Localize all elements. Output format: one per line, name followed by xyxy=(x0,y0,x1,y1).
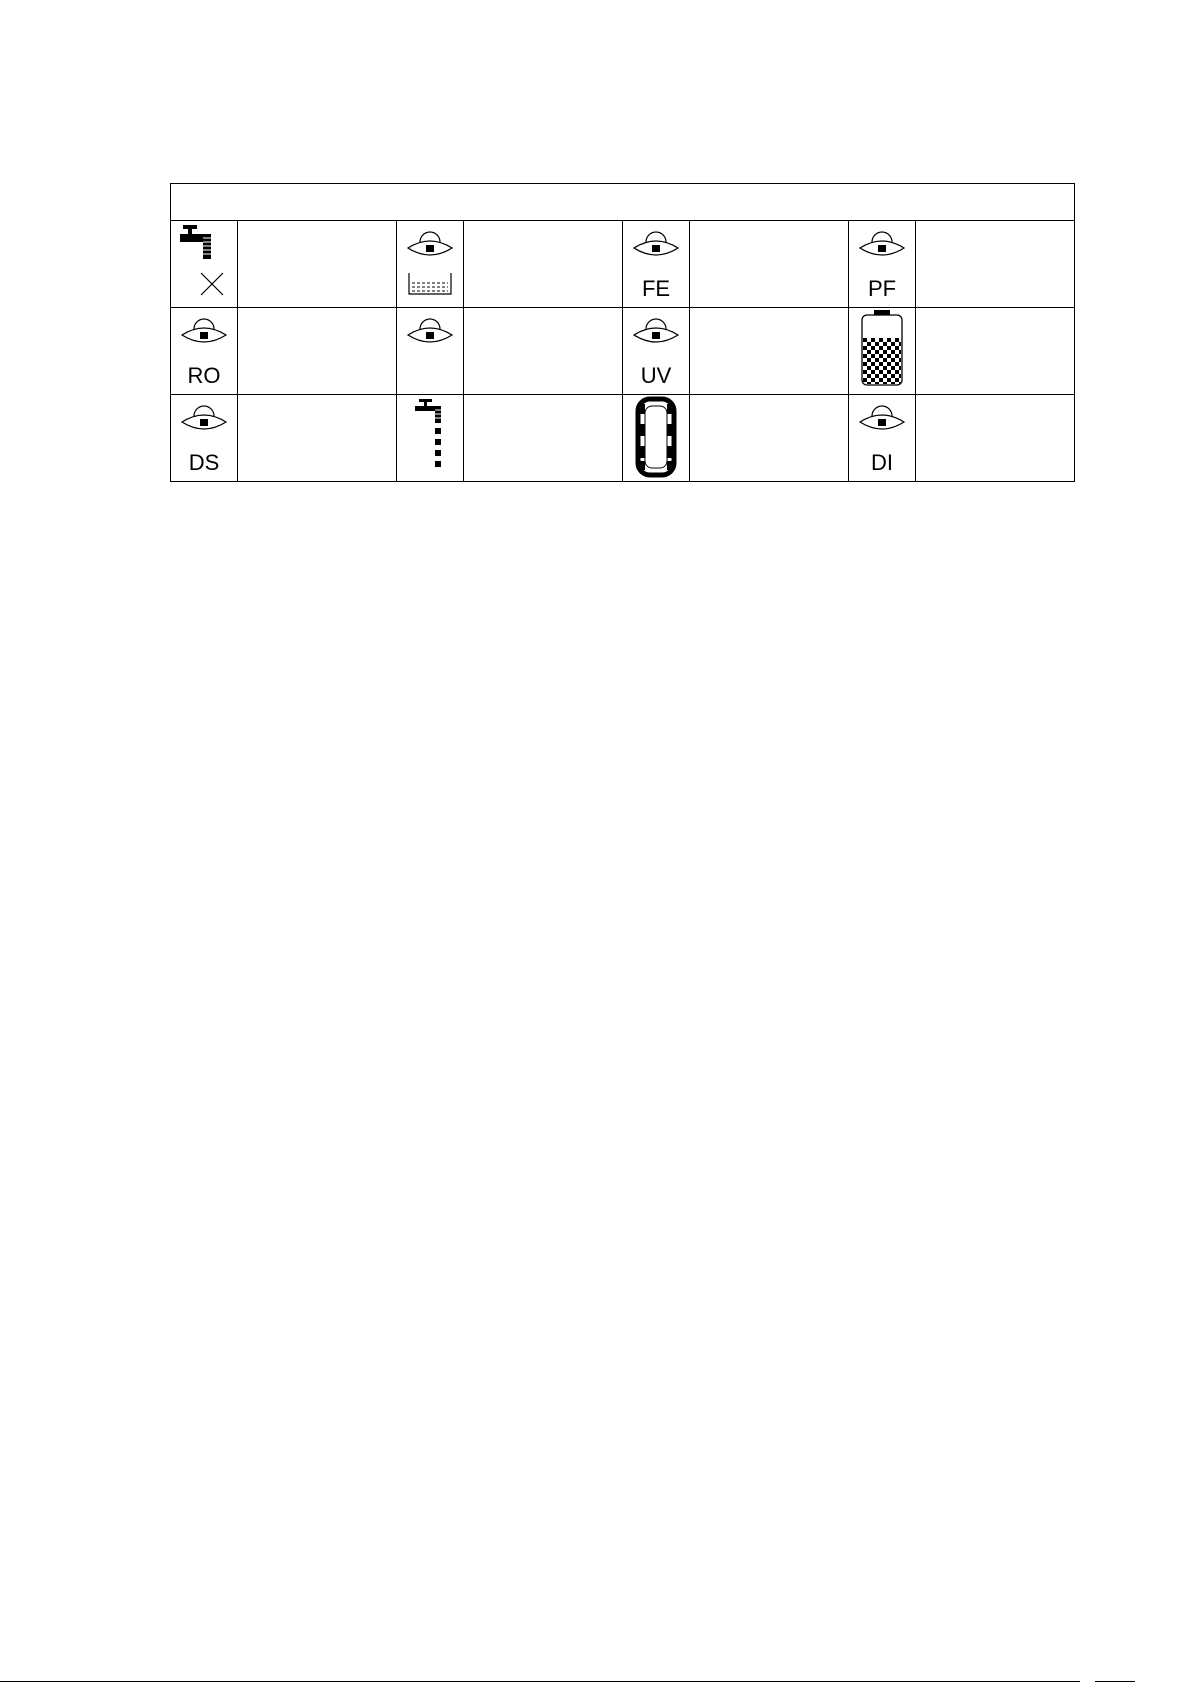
icon-cell xyxy=(849,221,916,308)
icon-cell xyxy=(623,221,690,308)
icon-cell xyxy=(171,308,238,395)
battery-icon xyxy=(849,308,915,394)
description-cell xyxy=(916,395,1075,482)
lamp-icon xyxy=(397,308,463,394)
table-header xyxy=(171,184,1075,221)
icon-legend-table xyxy=(170,183,1075,482)
description-cell xyxy=(464,395,623,482)
icon-label-ro: RO xyxy=(187,363,221,388)
description-cell xyxy=(690,395,849,482)
faucet-x-icon xyxy=(171,221,237,307)
icon-cell xyxy=(171,395,238,482)
description-cell xyxy=(690,221,849,308)
description-cell xyxy=(238,395,397,482)
description-cell xyxy=(916,308,1075,395)
icon-cell xyxy=(623,308,690,395)
description-cell xyxy=(238,221,397,308)
footer-rule-fragment xyxy=(1095,1681,1135,1682)
icon-label-fe: FE xyxy=(641,276,671,301)
description-cell xyxy=(238,308,397,395)
icon-cell xyxy=(397,395,464,482)
icon-label-ds: DS xyxy=(188,450,220,475)
icon-cell xyxy=(397,221,464,308)
description-cell xyxy=(916,221,1075,308)
faucet-drip-icon xyxy=(397,395,463,481)
icon-cell xyxy=(171,221,238,308)
icon-cell xyxy=(849,308,916,395)
description-cell xyxy=(690,308,849,395)
icon-label-di: DI xyxy=(871,450,893,475)
capsule-icon xyxy=(623,395,689,481)
description-cell xyxy=(464,308,623,395)
description-cell xyxy=(464,221,623,308)
table-row xyxy=(171,221,1075,308)
icon-cell xyxy=(849,395,916,482)
icon-label-pf: PF xyxy=(867,276,897,301)
icon-cell xyxy=(397,308,464,395)
icon-cell xyxy=(623,395,690,482)
table-row xyxy=(171,308,1075,395)
lamp-tank-icon xyxy=(397,221,463,307)
footer-rule xyxy=(0,1681,1080,1682)
icon-label-uv: UV xyxy=(640,363,672,388)
table-row xyxy=(171,395,1075,482)
